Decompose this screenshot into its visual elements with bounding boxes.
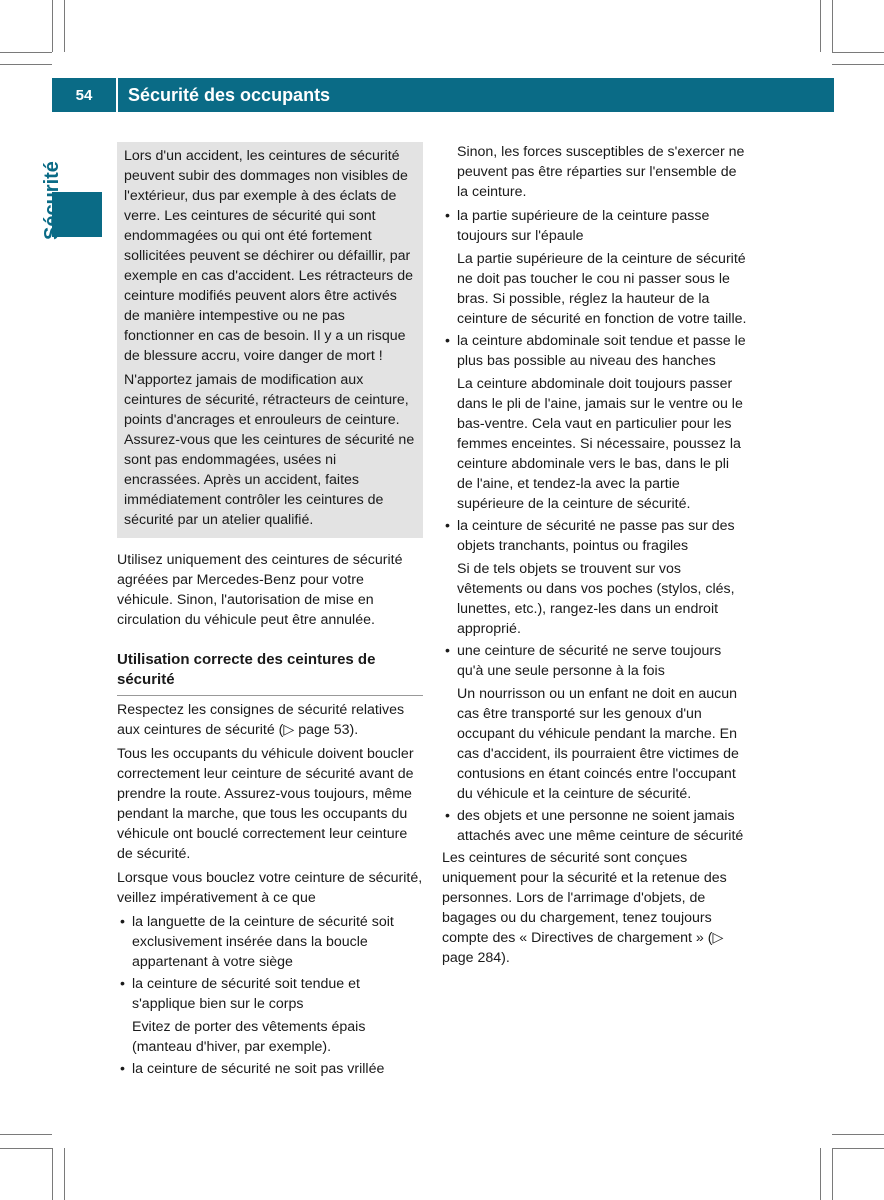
list-item-text: • la ceinture abdominale soit tendue et passe le plus bas possible au niveau des hanches [457, 333, 746, 369]
list-item-text: • la ceinture de sécurité ne passe pas sur des objets tranchants, pointus ou fragiles [457, 518, 735, 554]
crop-mark [52, 0, 53, 52]
crop-mark [832, 52, 884, 53]
warning-paragraph: N'apportez jamais de modification aux ceintures de sécurité, rétracteurs de ceinture, points d'ancrages et enrouleurs de ceinture. Assurez-vous que les ceintures de sécurité ne sont pas endommagées, usées ni encrassées. Après un accident, faites immédiatement contrôler les ceintures de sécurité par un atelier qualifié. [124, 372, 415, 528]
list-item-text: • la partie supérieure de la ceinture passe toujours sur l'épaule [457, 208, 710, 244]
list-item-note: Un nourrisson ou un enfant ne doit en aucun cas être transporté sur les genoux d'un occupant du véhicule pendant la marche. En cas d'accident, ils pourraient être victimes de contusions en étant coincés entre l'occupant du véhicule et la ceinture de sécurité. [457, 686, 739, 802]
list-item [117, 1059, 423, 1079]
left-column [117, 142, 423, 1081]
body-paragraph: Utilisez uniquement des ceintures de sécurité agréées par Mercedes-Benz pour votre véhicule. Sinon, l'autorisation de mise en circulation du véhicule peut être annulée. [117, 552, 403, 628]
crop-mark [832, 1148, 833, 1200]
crop-mark [832, 1134, 884, 1135]
crop-mark [832, 64, 884, 65]
page-number: 54 [75, 87, 93, 104]
list-item [442, 206, 748, 329]
body-paragraph: Lorsque vous bouclez votre ceinture de sécurité, veillez impérativement à ce que [117, 870, 423, 906]
list-item-text: • des objets et une personne ne soient jamais attachés avec une même ceinture de sécurité [457, 808, 744, 844]
page-title: Sécurité des occupants [128, 85, 331, 105]
bullet-list [442, 206, 748, 846]
list-item [442, 806, 748, 846]
crop-mark [820, 0, 821, 52]
body-paragraph: Sinon, les forces susceptibles de s'exercer ne peuvent pas être réparties sur l'ensemble de la ceinture. [457, 144, 745, 200]
crop-mark [0, 52, 52, 53]
warning-paragraph: Lors d'un accident, les ceintures de sécurité peuvent subir des dommages non visibles de l'extérieur, dus par exemple à des éclats de verre. Les ceintures de sécurité qui sont endommagées ou qui ont été fortement sollicitées peuvent se déchirer ou défaillir, par exemple en cas d'accident. Les rétracteurs de ceinture modifiés peuvent alors être activés de manière intempestive ou ne pas fonctionner en cas de besoin. Il y a un risque de blessure accru, voire danger de mort ! [124, 148, 413, 364]
list-item-note: Evitez de porter des vêtements épais (manteau d'hiver, par exemple). [132, 1019, 366, 1055]
list-item-text: • une ceinture de sécurité ne serve toujours qu'à une seule personne à la fois [457, 643, 722, 679]
list-item-note: La partie supérieure de la ceinture de sécurité ne doit pas toucher le cou ni passer sous le bras. Si possible, réglez la hauteur de la ceinture de sécurité en fonction de votre taille. [457, 251, 747, 327]
section-heading: Utilisation correcte des ceintures de sécurité [117, 650, 423, 696]
crop-mark [832, 0, 833, 52]
list-item [442, 516, 748, 639]
crop-mark [820, 1148, 821, 1200]
list-item-note: Si de tels objets se trouvent sur vos vêtements ou dans vos poches (stylos, clés, lunettes, etc.), rangez-les dans un endroit approprié. [457, 561, 735, 637]
crop-mark [0, 1134, 52, 1135]
list-item [117, 912, 423, 972]
list-item [117, 974, 423, 1057]
right-column [442, 142, 748, 972]
warning-box [117, 142, 423, 538]
crop-mark [64, 0, 65, 52]
list-item-note: La ceinture abdominale doit toujours passer dans le pli de l'aine, jamais sur le ventre ou le bas-ventre. Cela vaut en particulier pour les femmes enceintes. Si nécessaire, poussez la ceinture abdominale vers le bas, dans le pli de l'aine, et tendez-la avec la partie supérieure de la ceinture de sécurité. [457, 376, 743, 512]
crop-mark [832, 1148, 884, 1149]
bullet-list [117, 912, 423, 1079]
crop-mark [0, 64, 52, 65]
list-item [442, 331, 748, 514]
list-item-text: • la languette de la ceinture de sécurité soit exclusivement insérée dans la boucle appartenant à votre siège [132, 914, 394, 970]
list-item-text: • la ceinture de sécurité ne soit pas vrillée [132, 1061, 385, 1077]
header-divider [116, 78, 118, 112]
list-item [442, 641, 748, 804]
body-paragraph: Tous les occupants du véhicule doivent boucler correctement leur ceinture de sécurité avant de prendre la route. Assurez-vous toujours, même pendant la marche, que tous les occupants du véhicule ont bouclé correctement leur ceinture de sécurité. [117, 746, 414, 862]
body-paragraph: Respectez les consignes de sécurité relatives aux ceintures de sécurité (▷ page 53). [117, 702, 405, 738]
crop-mark [64, 1148, 65, 1200]
section-tab-label: Sécurité [41, 161, 63, 240]
crop-mark [52, 1148, 53, 1200]
body-paragraph: Les ceintures de sécurité sont conçues uniquement pour la sécurité et la retenue des personnes. Lors de l'arrimage d'objets, de bagages ou du chargement, tenez toujours compte des « Directives de chargement » (▷ page 284). [442, 850, 727, 966]
list-item-text: • la ceinture de sécurité soit tendue et s'applique bien sur le corps [132, 976, 360, 1012]
crop-mark [0, 1148, 52, 1149]
